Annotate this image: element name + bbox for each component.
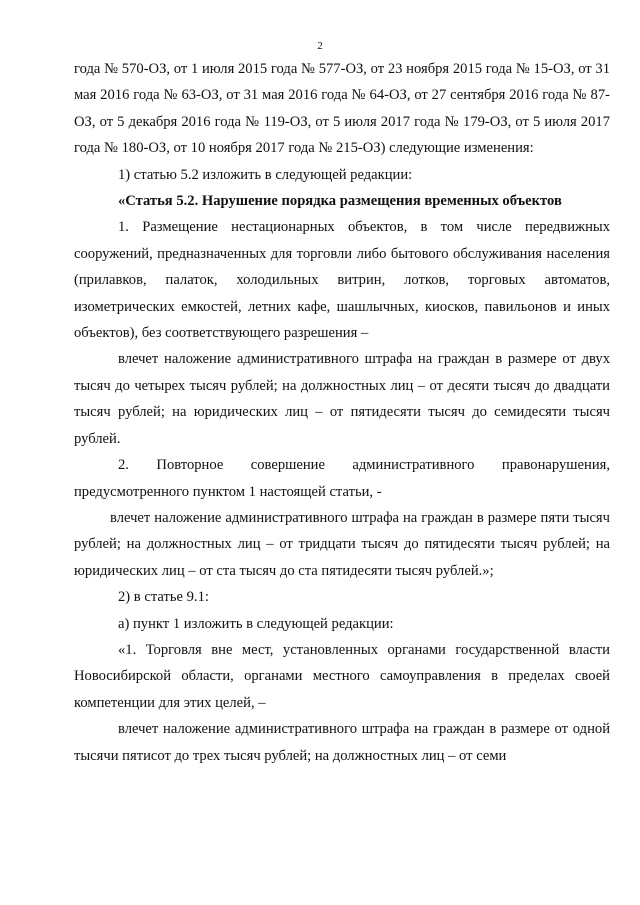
page-number: 2 — [317, 40, 323, 52]
article-5-2-point-2: 2. Повторное совершение административного правонарушения, предусмотренного пунктом 1 настоящей статьи, - — [74, 457, 610, 500]
subitem-a-paragraph: а) пункт 1 изложить в следующей редакции: — [118, 615, 394, 632]
document-body — [74, 56, 610, 769]
article-5-2-penalty-2: влечет наложение административного штрафа на граждан в размере пяти тысяч рублей; на должностных лиц – от тридцати тысяч до пятидесяти тысяч рублей; на юридических лиц – от ста тысяч до ста пятидесяти тысяч рублей.»; — [74, 509, 610, 579]
article-5-2-penalty-1: влечет наложение административного штрафа на граждан в размере от двух тысяч до четырех тысяч рублей; на должностных лиц – от десяти тысяч до двадцати тысяч рублей; на юридических лиц – от пятидесяти тысяч до семидесяти тысяч рублей. — [74, 351, 610, 447]
article-9-1-penalty: влечет наложение административного штрафа на граждан в размере от одной тысячи пятисот до трех тысяч рублей; на должностных лиц – от семи — [74, 721, 610, 764]
article-5-2-point-1: 1. Размещение нестационарных объектов, в том числе передвижных сооружений, предназначенных для торговли либо бытового обслуживания населения (прилавков, палаток, холодильных витрин, лотков, торговых автоматов, изометрических емкостей, летних кафе, шашлычных, киосков, павильонов и иных объектов), без соответствующего разрешения – — [74, 219, 610, 342]
amendment-intro-paragraph: года № 570-ОЗ, от 1 июля 2015 года № 577-ОЗ, от 23 ноября 2015 года № 15-ОЗ, от 31 мая 2016 года № 63-ОЗ, от 31 мая 2016 года № 64-ОЗ, от 27 сентября 2016 года № 87-ОЗ, от 5 декабря 2016 года № 119-ОЗ, от 5 июля 2017 года № 179-ОЗ, от 5 июля 2017 года № 180-ОЗ, от 10 ноября 2017 года № 215-ОЗ) следующие изменения: — [74, 61, 610, 157]
item-1-paragraph: 1) статью 5.2 изложить в следующей редакции: — [118, 166, 413, 183]
article-5-2-heading: «Статья 5.2. Нарушение порядка размещения временных объектов — [118, 193, 562, 210]
item-2-paragraph: 2) в статье 9.1: — [118, 589, 209, 606]
article-9-1-point-1: «1. Торговля вне мест, установленных органами государственной власти Новосибирской области, органами местного самоуправления в пределах своей компетенции для этих целей, – — [74, 641, 610, 711]
